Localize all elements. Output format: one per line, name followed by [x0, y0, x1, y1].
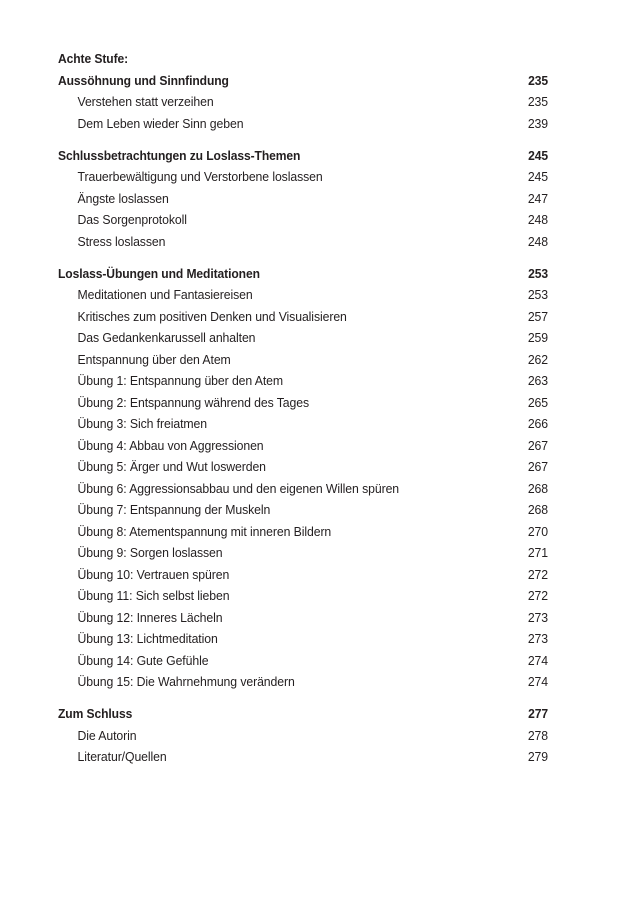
toc-entry-page-number: 266 — [527, 416, 548, 431]
toc-entry-page-number: 272 — [527, 566, 548, 582]
toc-entry[interactable] — [58, 564, 548, 586]
toc-entry-page-number: 265 — [527, 394, 548, 410]
toc-entry-page-number: 271 — [527, 545, 548, 560]
toc-entry-page-number: 235 — [528, 72, 548, 88]
toc-entry-label: Übung 14: Gute Gefühle — [77, 652, 209, 668]
toc-entry-label: Übung 5: Ärger und Wut loswerden — [77, 459, 266, 474]
toc-entry-page-number: 267 — [527, 437, 548, 453]
toc-entry[interactable] — [58, 585, 548, 607]
toc-entry-label: Das Sorgenprotokoll — [77, 212, 187, 227]
toc-entry[interactable] — [58, 145, 548, 167]
toc-entry-label: Übung 13: Lichtmeditation — [77, 631, 218, 646]
toc-entry[interactable] — [58, 284, 548, 306]
toc-entry-page-number: 253 — [527, 287, 548, 302]
toc-entry-label: Verstehen statt verzeihen — [77, 94, 214, 109]
toc-entry-page-number: 263 — [527, 373, 548, 388]
toc-entry[interactable] — [58, 113, 548, 135]
toc-entry-page-number: 239 — [527, 115, 548, 131]
toc-entry[interactable] — [58, 263, 548, 285]
toc-entry-page-number: 262 — [527, 351, 548, 367]
toc-entry-page-number: 278 — [527, 727, 548, 743]
toc-entry-label: Das Gedankenkarussell anhalten — [77, 330, 256, 345]
toc-entry[interactable] — [58, 349, 548, 371]
toc-entry-page-number: 268 — [527, 502, 548, 517]
toc-entry-page-number: 277 — [528, 706, 548, 721]
toc-entry-label: Meditationen und Fantasiereisen — [77, 287, 253, 302]
toc-entry-label: Ängste loslassen — [77, 190, 169, 206]
toc-entry[interactable] — [58, 435, 548, 457]
toc-entry[interactable] — [58, 628, 548, 650]
toc-entry-page-number: 248 — [527, 212, 548, 227]
toc-entry[interactable] — [58, 607, 548, 629]
toc-entry[interactable] — [58, 48, 548, 70]
toc-entry-label: Übung 7: Entspannung der Muskeln — [77, 502, 271, 517]
toc-entry[interactable] — [58, 456, 548, 478]
toc-entry-page-number: 268 — [527, 480, 548, 496]
table-of-contents — [58, 48, 548, 768]
toc-entry-label: Trauerbewältigung und Verstorbene loslassen — [77, 169, 323, 184]
toc-entry-page-number: 235 — [527, 94, 548, 109]
toc-entry-page-number: 267 — [527, 459, 548, 474]
toc-entry-label: Übung 12: Inneres Lächeln — [77, 609, 223, 625]
toc-entry-label: Schlussbetrachtungen zu Loslass-Themen — [58, 147, 301, 163]
toc-entry-label: Kritisches zum positiven Denken und Visualisieren — [77, 308, 347, 324]
toc-entry-page-number: 253 — [528, 265, 548, 281]
toc-entry-label: Übung 3: Sich freiatmen — [77, 416, 207, 431]
toc-entry-label: Dem Leben wieder Sinn geben — [77, 115, 244, 131]
toc-entry[interactable] — [58, 703, 548, 725]
toc-entry[interactable] — [58, 370, 548, 392]
toc-entry-page-number: 245 — [528, 147, 548, 163]
toc-entry-label: Übung 15: Die Wahrnehmung verändern — [77, 674, 295, 689]
toc-entry-page-number: 245 — [527, 169, 548, 184]
toc-entry-label: Entspannung über den Atem — [77, 351, 231, 367]
toc-entry[interactable] — [58, 209, 548, 231]
toc-entry-page-number: 273 — [527, 631, 548, 646]
toc-entry[interactable] — [58, 746, 548, 768]
toc-entry-page-number: 248 — [527, 233, 548, 249]
toc-entry-label: Übung 11: Sich selbst lieben — [77, 588, 230, 603]
toc-entry-label: Übung 4: Abbau von Aggressionen — [77, 437, 264, 453]
toc-entry-page-number: 247 — [527, 190, 548, 206]
toc-entry[interactable] — [58, 91, 548, 113]
toc-entry[interactable] — [58, 413, 548, 435]
toc-entry-label: Übung 2: Entspannung während des Tages — [77, 394, 310, 410]
toc-entry-label: Literatur/Quellen — [77, 749, 167, 764]
toc-entry-label: Aussöhnung und Sinnfindung — [58, 72, 229, 88]
toc-entry-page-number: 274 — [527, 652, 548, 668]
toc-entry[interactable] — [58, 166, 548, 188]
toc-entry[interactable] — [58, 650, 548, 672]
toc-entry-label: Zum Schluss — [58, 706, 133, 721]
toc-entry-label: Stress loslassen — [77, 233, 166, 249]
toc-entry[interactable] — [58, 70, 548, 92]
toc-entry-label: Die Autorin — [77, 727, 137, 743]
toc-entry-label: Übung 6: Aggressionsabbau und den eigenen Willen spüren — [77, 480, 400, 496]
toc-entry-label: Loslass-Übungen und Meditationen — [58, 265, 260, 281]
toc-entry-label: Übung 8: Atementspannung mit inneren Bildern — [77, 523, 332, 539]
toc-entry[interactable] — [58, 231, 548, 253]
toc-entry[interactable] — [58, 327, 548, 349]
toc-entry[interactable] — [58, 499, 548, 521]
toc-entry-page-number: 272 — [527, 588, 548, 603]
toc-entry-page-number: 273 — [527, 609, 548, 625]
toc-entry[interactable] — [58, 521, 548, 543]
toc-entry[interactable] — [58, 306, 548, 328]
toc-entry[interactable] — [58, 725, 548, 747]
toc-entry-page-number: 259 — [527, 330, 548, 345]
toc-entry-label: Übung 1: Entspannung über den Atem — [77, 373, 284, 388]
toc-entry-page-number: 257 — [527, 308, 548, 324]
toc-entry-label: Achte Stufe: — [58, 51, 129, 66]
toc-entry-label: Übung 10: Vertrauen spüren — [77, 566, 230, 582]
toc-entry[interactable] — [58, 392, 548, 414]
toc-entry-label: Übung 9: Sorgen loslassen — [77, 545, 223, 560]
toc-entry[interactable] — [58, 671, 548, 693]
toc-entry-page-number: 270 — [527, 523, 548, 539]
toc-entry[interactable] — [58, 188, 548, 210]
toc-entry[interactable] — [58, 542, 548, 564]
toc-entry[interactable] — [58, 478, 548, 500]
toc-entry-page-number: 279 — [527, 749, 548, 764]
toc-entry-page-number: 274 — [527, 674, 548, 689]
